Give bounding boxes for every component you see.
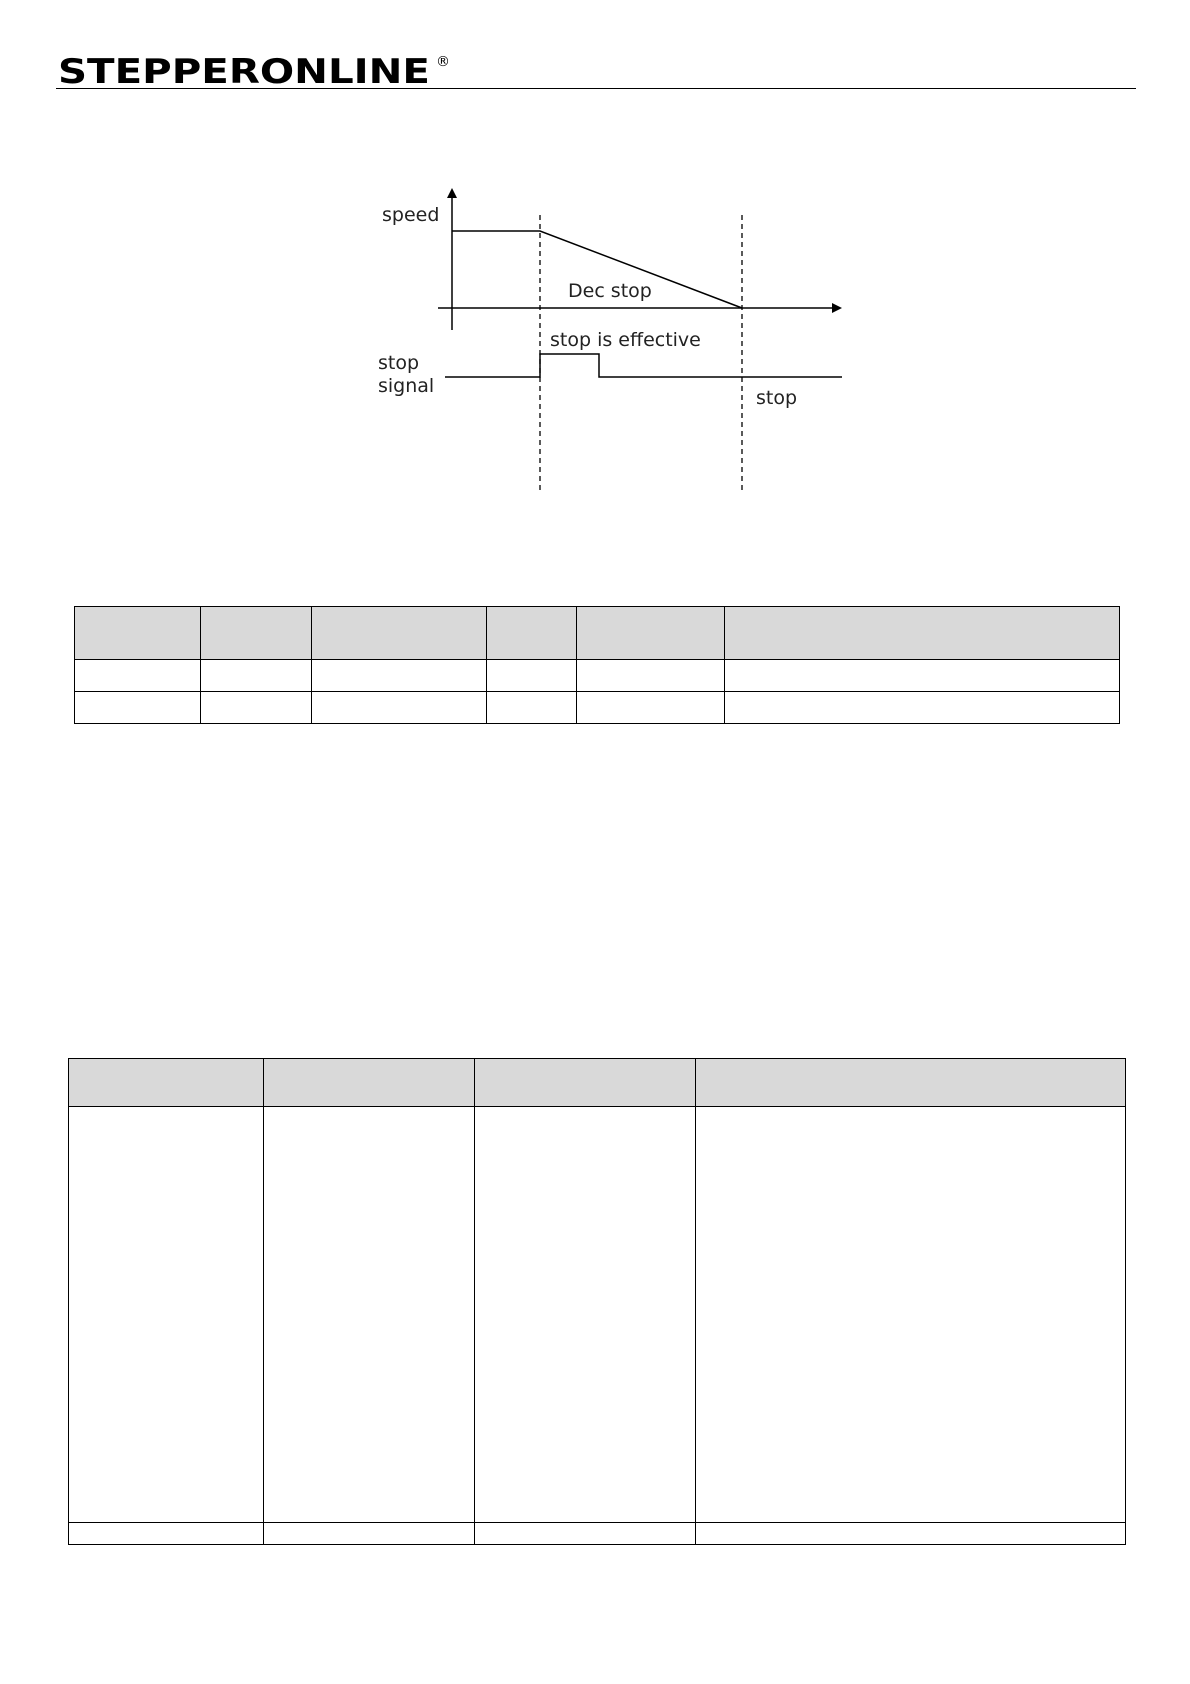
parameter-table-1 <box>74 606 1120 724</box>
header-cell <box>69 1059 264 1107</box>
table-cell <box>312 692 487 724</box>
table-cell <box>487 660 577 692</box>
table-row <box>75 692 1120 724</box>
table-row <box>69 1107 1126 1523</box>
table-cell <box>264 1523 475 1545</box>
header-cell <box>725 607 1120 660</box>
stop-signal-label-line2: signal <box>378 375 435 397</box>
dec-stop-label: Dec stop <box>568 280 652 302</box>
table-cell <box>201 660 312 692</box>
stop-label: stop <box>756 387 798 409</box>
header-cell <box>201 607 312 660</box>
table-cell <box>725 692 1120 724</box>
table-cell <box>696 1107 1126 1523</box>
table-row <box>69 1523 1126 1545</box>
header-cell <box>696 1059 1126 1107</box>
table-cell <box>312 660 487 692</box>
header-cell <box>312 607 487 660</box>
table-cell <box>487 692 577 724</box>
header-cell <box>577 607 725 660</box>
header-cell <box>75 607 201 660</box>
table-cell <box>201 692 312 724</box>
table-cell <box>75 692 201 724</box>
parameter-table-2 <box>68 1058 1126 1545</box>
table-cell <box>475 1107 696 1523</box>
stop-signal-label-line1: stop <box>378 352 420 374</box>
table-cell <box>75 660 201 692</box>
header-divider <box>56 88 1136 89</box>
table-cell <box>577 660 725 692</box>
table-cell <box>696 1523 1126 1545</box>
header-cell <box>264 1059 475 1107</box>
speed-label: speed <box>382 204 440 226</box>
table-row <box>75 660 1120 692</box>
header-cell <box>487 607 577 660</box>
header-cell <box>475 1059 696 1107</box>
stop-timing-diagram <box>370 180 850 500</box>
stop-signal-waveform <box>445 354 842 377</box>
table-header-row <box>75 607 1120 660</box>
table-cell <box>475 1523 696 1545</box>
table-cell <box>69 1107 264 1523</box>
stop-is-effective-label: stop is effective <box>550 329 701 351</box>
table-cell <box>577 692 725 724</box>
table-header-row <box>69 1059 1126 1107</box>
table-cell <box>264 1107 475 1523</box>
brand-wordmark: STEPPERONLINE <box>58 52 430 90</box>
table-cell <box>69 1523 264 1545</box>
registered-mark: ® <box>436 54 450 70</box>
stepperonline-logo <box>58 50 458 90</box>
table-cell <box>725 660 1120 692</box>
